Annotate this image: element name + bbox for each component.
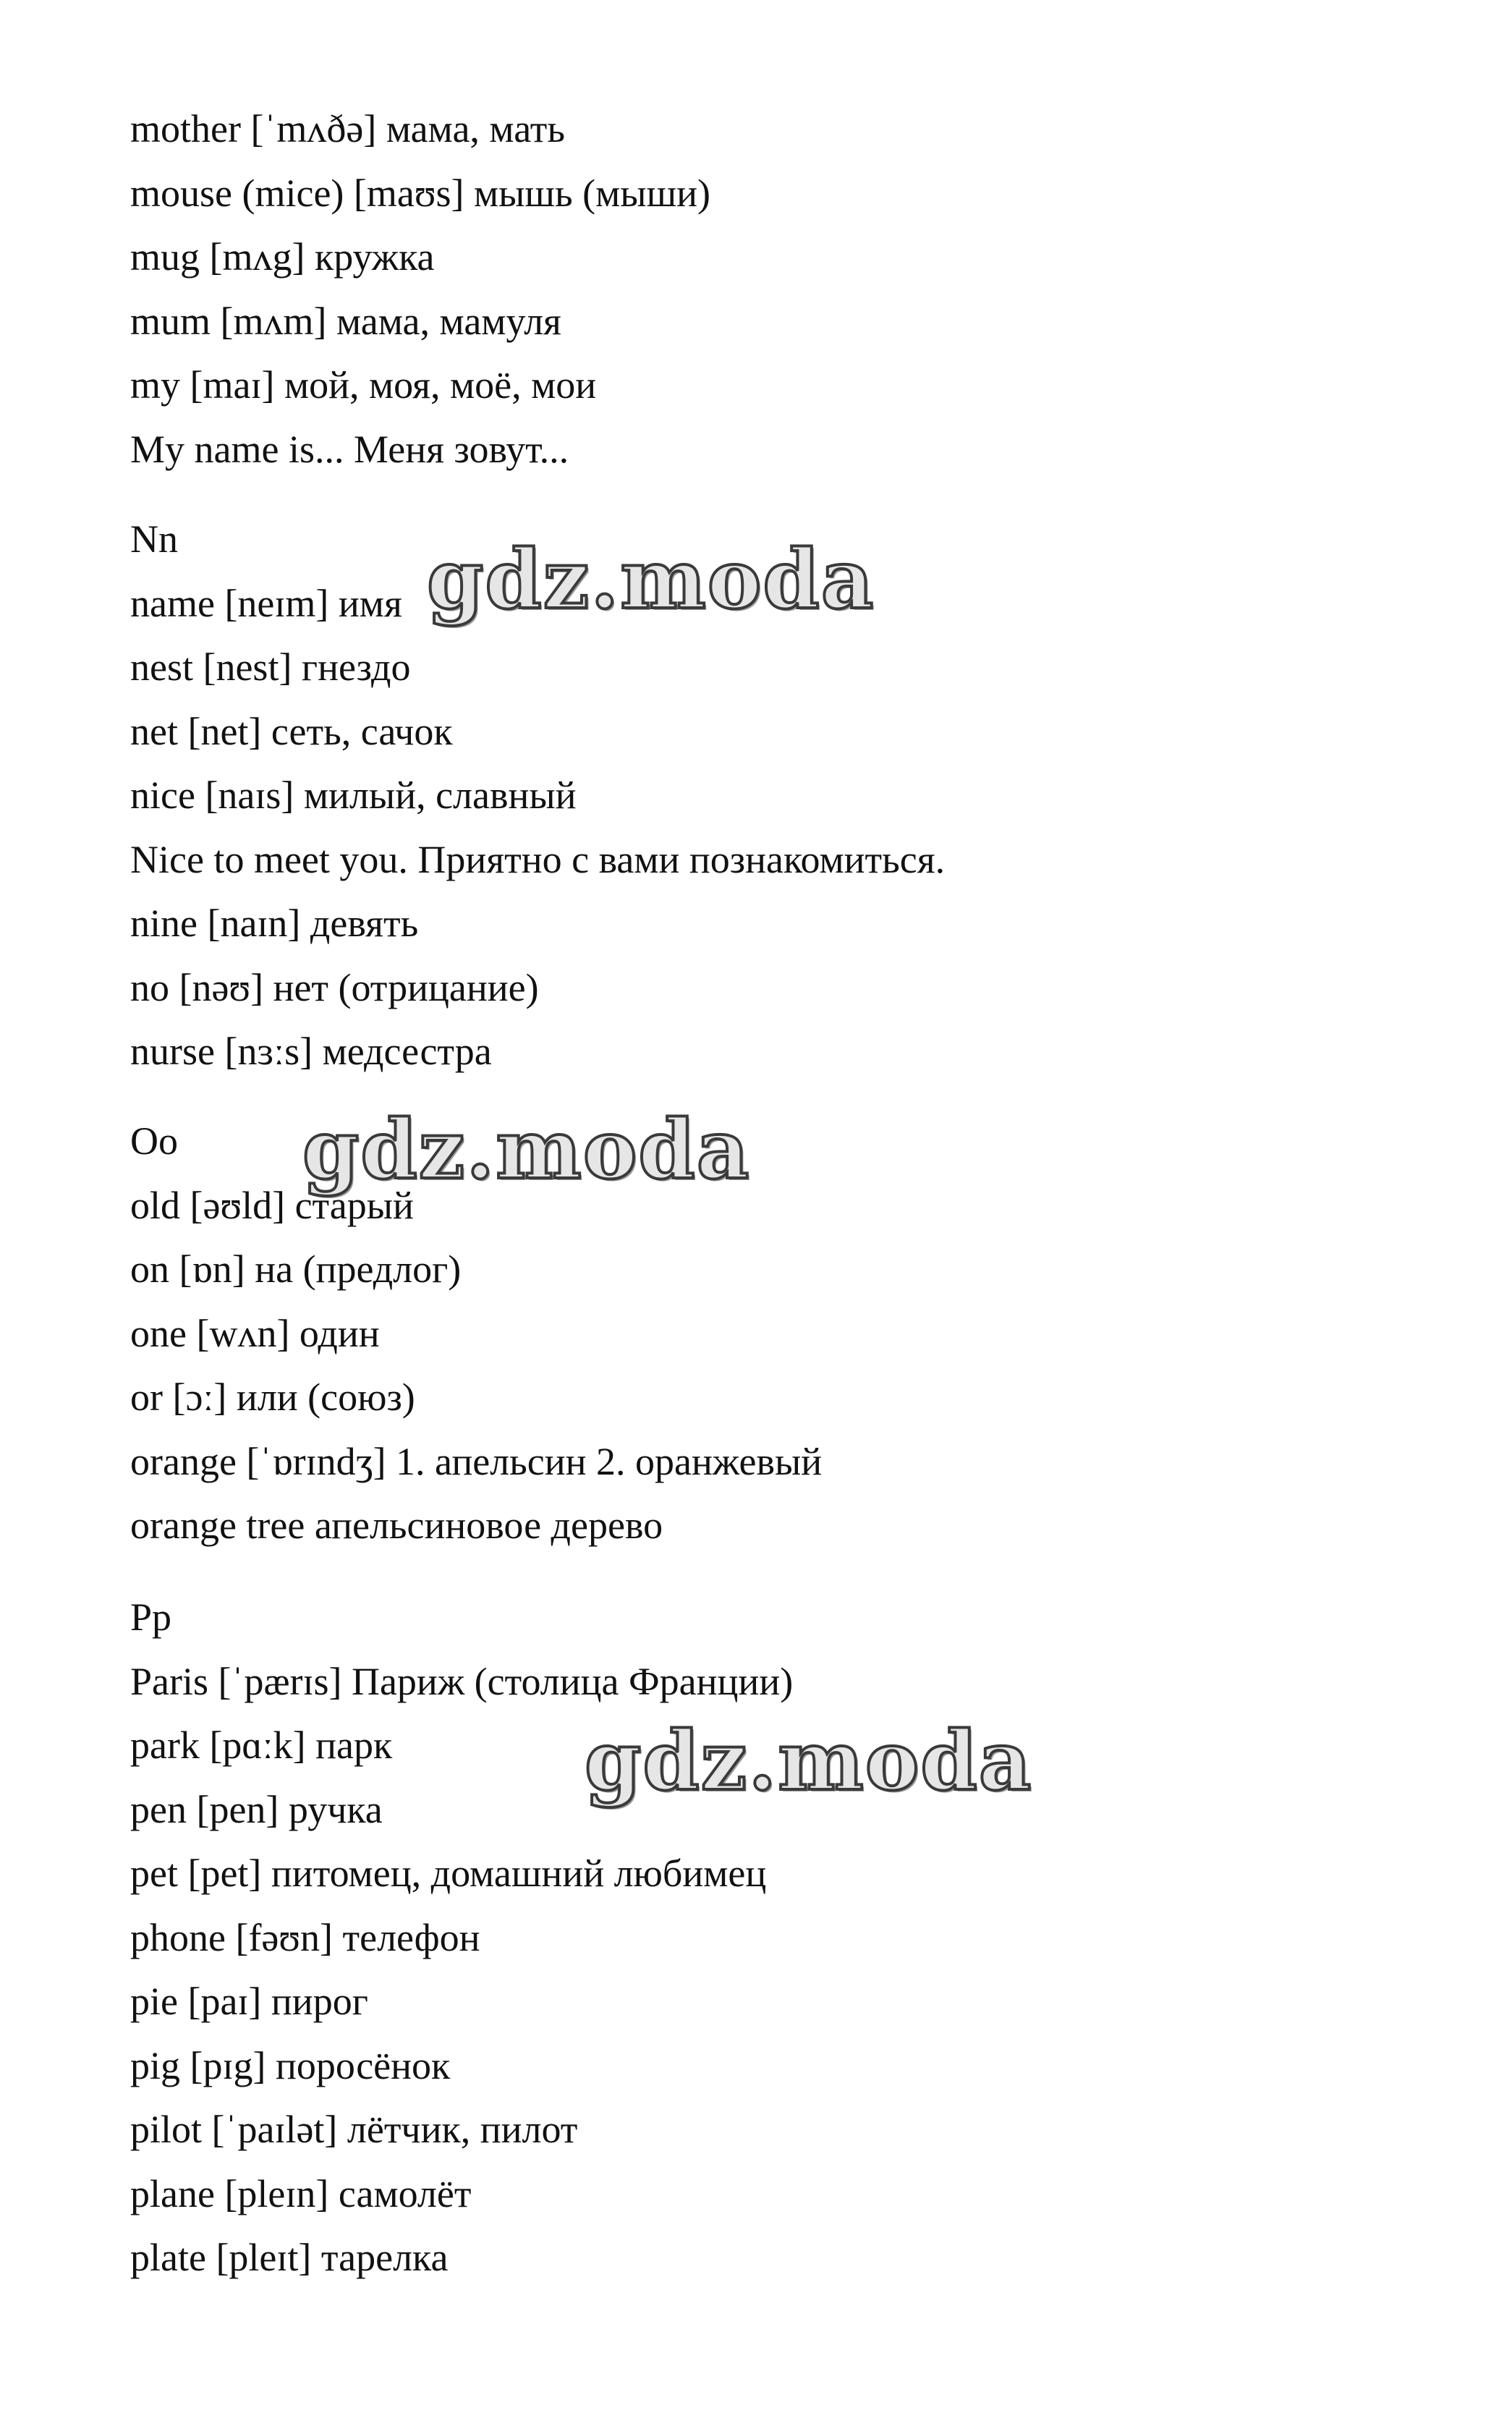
entry-orange-tree: orange tree апельсиновое дерево	[130, 1503, 663, 1547]
entry-pen: pen [pen] ручка	[130, 1788, 383, 1831]
entry-no: no [nəʊ] нет (отрицание)	[130, 966, 539, 1009]
watermark-logo: gdz.moda	[427, 533, 875, 627]
entry-pilot: pilot [ˈpaɪlət] лётчик, пилот	[130, 2108, 578, 2151]
entry-nice-to-meet-you: Nice to meet you. Приятно с вами познакомиться.	[130, 838, 946, 881]
entry-phone: phone [fəʊn] телефон	[130, 1916, 480, 1959]
entry-my-name-is: My name is... Меня зовут...	[130, 428, 569, 471]
entry-nurse: nurse [nɜːs] медсестра	[130, 1030, 492, 1073]
entry-name: name [neɪm] имя	[130, 582, 402, 625]
entry-net: net [net] сеть, сачок	[130, 710, 453, 753]
entry-pig: pig [pɪg] поросёнок	[130, 2044, 451, 2087]
section-header-pp: Pp	[130, 1595, 172, 1639]
entry-plane: plane [pleɪn] самолёт	[130, 2172, 472, 2215]
watermark-logo: gdz.moda	[302, 1103, 751, 1197]
entry-paris: Paris [ˈpærɪs] Париж (столица Франции)	[130, 1660, 794, 1703]
watermark-logo: gdz.moda	[585, 1714, 1033, 1809]
entry-or: or [ɔː] или (союз)	[130, 1375, 415, 1419]
section-header-oo: Oo	[130, 1119, 178, 1163]
entry-old: old [əʊld] старый	[130, 1184, 414, 1227]
entry-mother: mother [ˈmʌðə] мама, мать	[130, 107, 566, 150]
entry-plate: plate [pleɪt] тарелка	[130, 2236, 449, 2279]
entry-nest: nest [nest] гнездо	[130, 645, 411, 689]
entry-my: my [maɪ] мой, моя, моё, мои	[130, 363, 597, 407]
entry-nice: nice [naɪs] милый, славный	[130, 773, 577, 817]
entry-one: one [wʌn] один	[130, 1312, 380, 1355]
entry-park: park [pɑːk] парк	[130, 1723, 393, 1767]
entry-orange: orange [ˈɒrɪndʒ] 1. апельсин 2. оранжевый	[130, 1440, 823, 1483]
entry-mum: mum [mʌm] мама, мамуля	[130, 300, 561, 343]
entry-pet: pet [pet] питомец, домашний любимец	[130, 1852, 767, 1895]
entry-mouse: mouse (mice) [maʊs] мышь (мыши)	[130, 171, 711, 215]
entry-pie: pie [paɪ] пирог	[130, 1980, 368, 2023]
section-header-nn: Nn	[130, 517, 178, 561]
entry-on: on [ɒn] на (предлог)	[130, 1247, 462, 1291]
entry-mug: mug [mʌg] кружка	[130, 235, 435, 279]
entry-nine: nine [naɪn] девять	[130, 902, 419, 945]
